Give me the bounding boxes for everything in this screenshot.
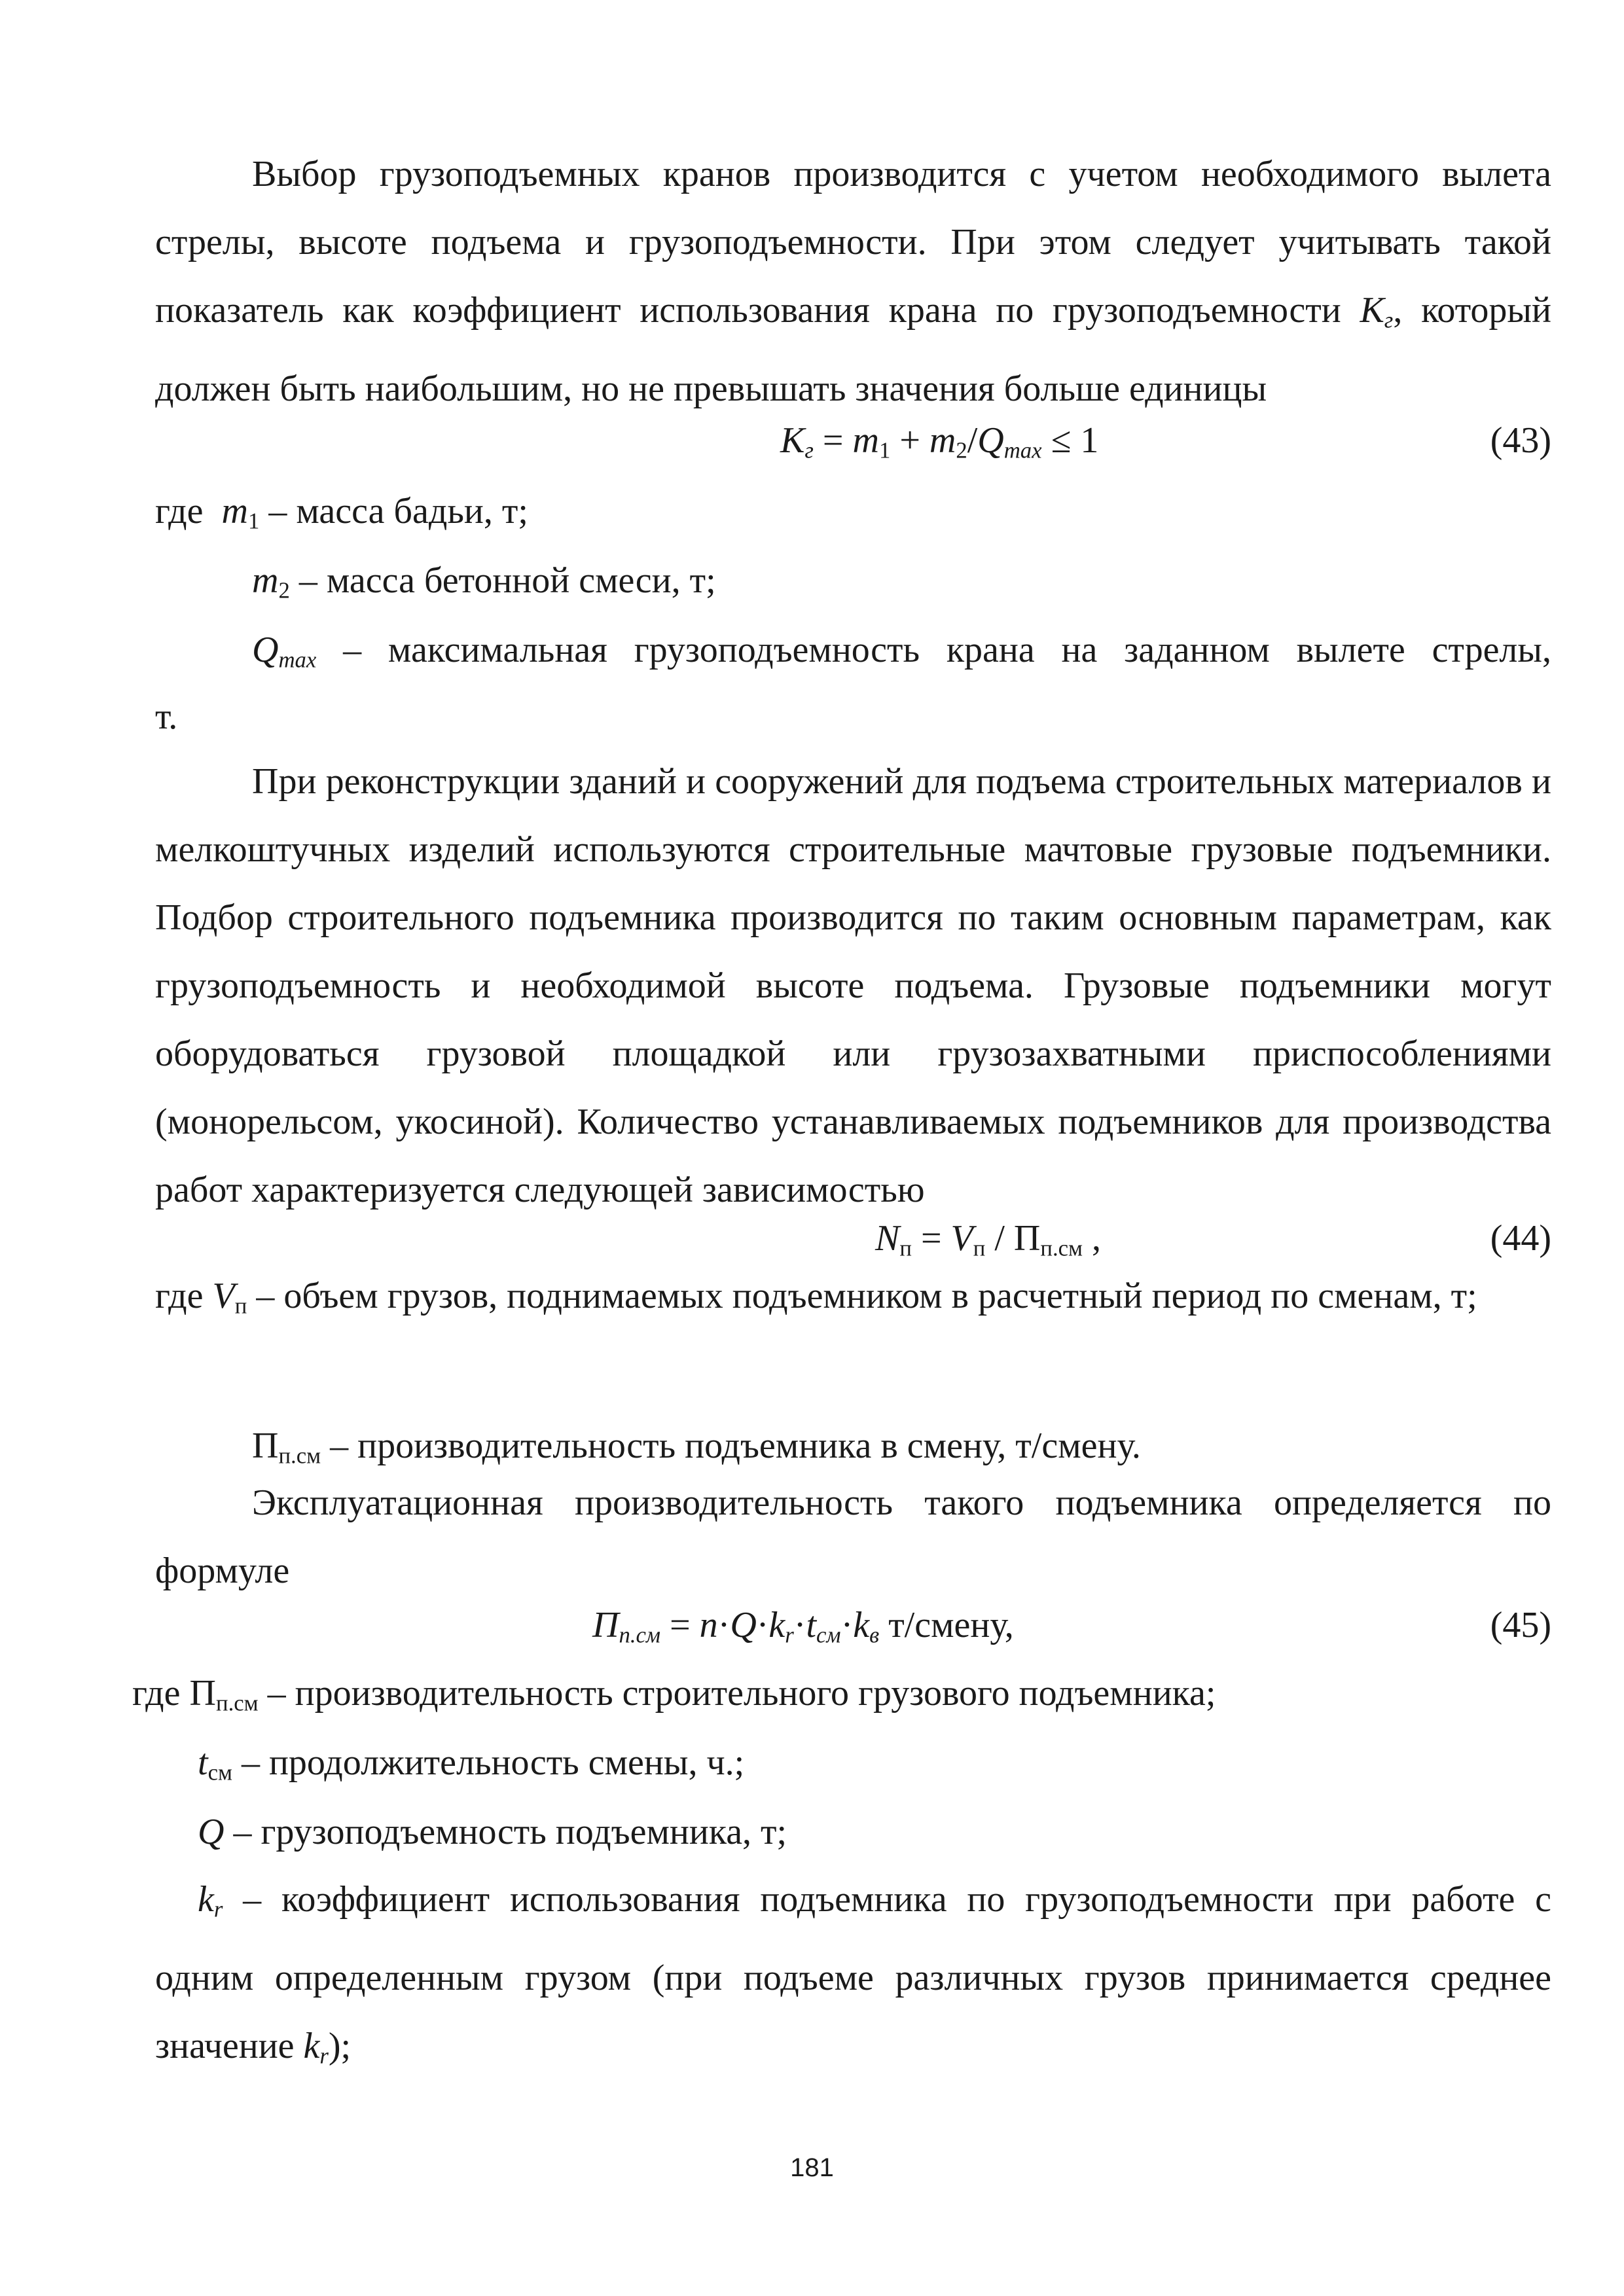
var-k: $K_г$ (1360, 290, 1394, 333)
equation-number-44: (44) (1490, 1218, 1551, 1259)
definition-k: $k_r$ – коэффициент использования подъемника по грузоподъемности при работе с одним определенным грузом (при подъеме различных грузов принимается среднее значение $k_r$); (155, 1879, 1551, 2069)
page-number: 181 (790, 2153, 834, 2182)
paragraph-crane-selection (155, 140, 1551, 423)
formula-45: $П_{п.см} = n\cdot Q\cdot k_r\cdot t_{см}\cdot k_в$ т/смену, (592, 1605, 1014, 1648)
paragraph-text-tail: , который должен быть наибольшим, но не превышать значения больше единицы (155, 290, 1552, 409)
paragraph-text: Выбор грузоподъемных кранов производится с учетом необходимого вылета стрелы, высоте подъема и грузоподъемности. При этом следует учитывать такой показатель как коэффициент использования крана по грузоподъемности (155, 154, 1551, 331)
formula-44: $N_п = V_п / П_{п.см}$ , (875, 1218, 1102, 1261)
paragraph-lifts: При реконструкции зданий и сооружений для подъема строительных материалов и мелкоштучных изделий используются строительные мачтовые грузовые подъемники. Подбор строительного подъемника производится по таким основным параметрам, как грузоподъемность и необходимой высоте подъема. Грузовые подъемники могут оборудоваться грузовой площадкой или грузозахватными приспособлениями (монорельсом, укосиной). Количество устанавливаемых подъемников для производства работ характеризуется следующей зависимостью (155, 761, 1551, 1210)
definition-m1: где $m_1$ – масса бадьи, т; (155, 491, 528, 534)
definition-v: где $V_п$ – объем грузов, поднимаемых подъемником в расчетный период по сменам, т; (155, 1276, 1477, 1319)
paragraph-productivity: Эксплуатационная производительность такого подъемника определяется по формуле (155, 1482, 1551, 1591)
definition-q: Q – грузоподъемность подъемника, т; (198, 1812, 787, 1852)
definition-m2: $m_2$ – масса бетонной смеси, т; (252, 560, 716, 603)
formula-43: $K_г = m_1 + m_2/Q_{max} \le 1$ (780, 420, 1099, 463)
equation-number-45: (45) (1490, 1605, 1551, 1645)
equation-number-43: (43) (1490, 420, 1551, 461)
definition-p: $П_{п.см}$ – производительность подъемника в смену, т/смену. (252, 1426, 1141, 1469)
definition-p2: где $П_{п.см}$ – производительность строительного грузового подъемника; (132, 1673, 1216, 1716)
definition-qmax: $Q_{max}$ – максимальная грузоподъемность крана на заданном вылете стрелы, (252, 630, 1551, 673)
definition-qmax-cont: т. (155, 696, 178, 737)
definition-t: $t_{см}$ – продолжительность смены, ч.; (198, 1742, 745, 1785)
